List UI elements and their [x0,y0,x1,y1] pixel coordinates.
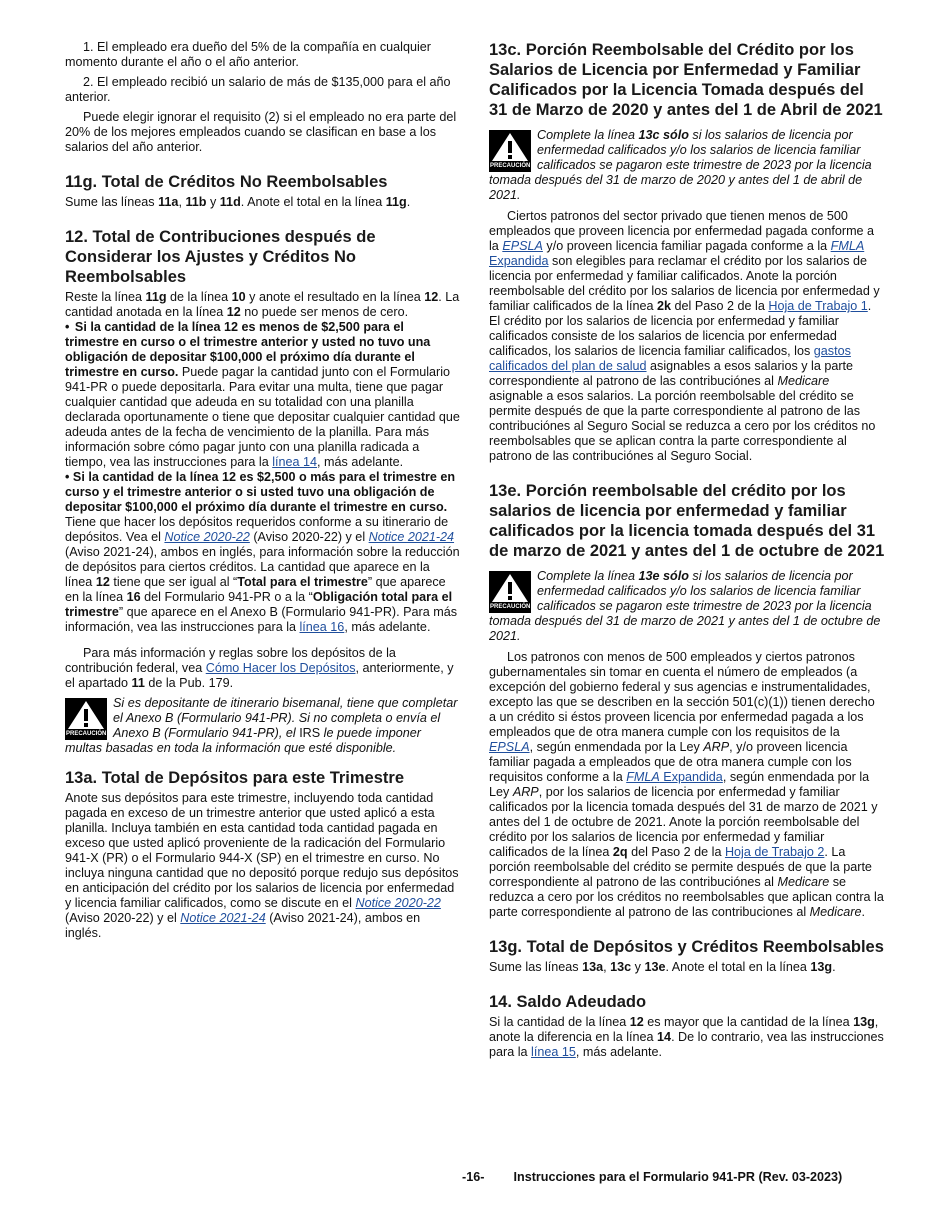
paragraph-11g: Sume las líneas 11a, 11b y 11d. Anote el total en la línea 11g. [65,195,411,209]
link-notice-2020-22-b[interactable]: Notice 2020-22 [355,896,441,910]
link-notice-2021-24[interactable]: Notice 2021-24 [368,530,455,544]
link-notice-2020-22[interactable]: Notice 2020-22 [164,530,250,544]
link-hoja-de-trabajo-2[interactable]: Hoja de Trabajo 2 [724,845,825,859]
link-fmla-expandida-b[interactable]: FMLA Expandida [626,770,723,784]
left-column [65,40,460,946]
page-footer [462,1170,887,1185]
paragraph-12: Reste la línea 11g de la línea 10 y anote el resultado en la línea 12. La cantidad anotada en la línea 12 no puede ser menos de cero. [65,290,460,319]
right-column [489,40,885,1065]
bullet-icon: • [65,470,70,484]
caution-note-13e: PRECAUCIÓN Complete la línea 13e sólo si los salarios de licencia por enfermedad calificados y/o los salarios de licencia familiar calificados se pagaron este trimestre de 2023 por la licencia tomada después del 31 de marzo de 2021 y antes del 1 de octubre de 2021. [489,569,881,643]
link-linea-16[interactable]: línea 16 [299,620,345,634]
heading-13g: 13g. Total de Depósitos y Créditos Reembolsables [489,938,884,956]
caution-note-semiweekly: PRECAUCIÓN Si es depositante de itinerario bisemanal, tiene que completar el Anexo B (Formulario 941-PR). Si no completa o envía el Anexo B (Formulario 941-PR), el IRS le puede imponer multas basadas en toda la información que esté disponible. [65,696,458,755]
heading-11g: 11g. Total de Créditos No Reembolsables [65,173,388,191]
paragraph-13g: Sume las líneas 13a, 13c y 13e. Anote el total en la línea 13g. [489,960,836,974]
link-hoja-de-trabajo-1[interactable]: Hoja de Trabajo 1 [768,299,868,313]
caution-icon: PRECAUCIÓN [65,698,107,740]
bullet-over-2500: • Si la cantidad de la línea 12 es $2,500 o más para el trimestre en curso y el trimestre anterior o si usted tuvo una obligación de depositar $100,000 el próximo día durante el trimestre en curso. Tiene que hacer los depósitos requeridos conforme a su itinerario de depósitos. Vea el Notice 2020-22 (Aviso 2020-22) y el Notice 2021-24 (Aviso 2021-24), ambos en inglés, para información sobre la reducción de depósitos para ciertos créditos. La cantidad que aparece en la línea 12 tiene que ser igual al “Total para el trimestre” que aparece en la línea 16 del Formulario 941-PR o a la “Obligación total para el trimestre” que aparece en el Anexo B (Formulario 941-PR). Para más información, vea las instrucciones para la línea 16, más adelante. [65,470,460,634]
heading-13e: 13e. Porción reembolsable del crédito por los salarios de licencia por enfermedad y familiar calificados por la licencia tomada después del 31 de marzo de 2021 y antes del 1 de octubre de 2021 [489,482,885,560]
link-linea-14[interactable]: línea 14 [272,455,318,469]
link-como-hacer-depositos[interactable]: Cómo Hacer los Depósitos [205,661,356,675]
link-epsla[interactable]: EPSLA [502,239,543,253]
bullet-icon: • [65,320,70,334]
paragraph-13e: Los patronos con menos de 500 empleados y ciertos patronos gubernamentales sin tomar en cuenta el número de empleados (a excepción del gobierno federal y sus agencias e instrumentalidades, excepto las que se describen en la sección 501(c)(1)) tienen derecho a un crédito si éstos proveen licencia por enfermedad pagada a los empleados que de otra manera cumple con los requisitos de la EPSLA, según enmendada por la Ley ARP, y/o proveen licencia familiar pagada a empleados que de otra manera cumple con los requisitos conforme a la FMLA Expandida, según enmendada por la Ley ARP, por los salarios de licencia por enfermedad y familiar calificados por la licencia tomada después del 31 de marzo de 2021 y antes del 1 de octubre de 2021. Anote la porción reembolsable del crédito por los salarios de licencia por enfermedad y familiar calificados de la línea 2q del Paso 2 de la Hoja de Trabajo 2. La porción reembolsable del crédito se permite después de que la parte correspondiente al patrono de las contribuciónes al Medicare se reduzca a cero por los créditos no reembolsables que aplican contra la parte correspondiente al patrono de las contribuciones al Medicare. [489,650,884,919]
link-gastos-plan-salud[interactable]: gastos calificados del plan de salud [489,344,851,373]
page-number: -16- [462,1170,485,1184]
caution-icon: PRECAUCIÓN [489,130,531,172]
link-fmla-expandida[interactable]: FMLA Expandida [489,239,865,268]
link-notice-2021-24-b[interactable]: Notice 2021-24 [180,911,266,925]
paragraph-deposit-info: Para más información y reglas sobre los depósitos de la contribución federal, vea Cómo Hacer los Depósitos, anteriormente, y el apartado 11 de la Pub. 179. [65,646,454,690]
link-epsla-b[interactable]: EPSLA [489,740,530,754]
paragraph-14: Si la cantidad de la línea 12 es mayor que la cantidad de la línea 13g, anote la diferencia en la línea 14. De lo contrario, vea las instrucciones para la línea 15, más adelante. [489,1015,884,1059]
requirement-1: 1. El empleado era dueño del 5% de la compañía en cualquier momento durante el año o el año anterior. [65,40,431,69]
heading-14: 14. Saldo Adeudado [489,993,647,1011]
heading-12: 12. Total de Contribuciones después de Considerar los Ajustes y Créditos No Reembolsables [65,228,376,286]
heading-13c: 13c. Porción Reembolsable del Crédito por los Salarios de Licencia por Enfermedad y Familiar Calificados por la Licencia Tomada después del 31 de Marzo de 2020 y antes del 1 de Abril de 2021 [489,41,883,119]
paragraph-13c: Ciertos patronos del sector privado que tienen menos de 500 empleados que proveen licencia por enfermedad pagada conforme a la EPSLA y/o proveen licencia familiar pagada conforme a la FMLA Expandida son elegibles para reclamar el crédito por los salarios de licencia por enfermedad y familiar calificados. Anote la porción reembolsable del crédito por los salarios de licencia por enfermedad y familiar calificados de la línea 2k del Paso 2 de la Hoja de Trabajo 1. El crédito por los salarios de licencia por enfermedad y familiar calificados consiste de los salarios de licencia por enfermedad calificados, los salarios de licencia familiar calificados, los gastos calificados del plan de salud asignables a esos salarios y la parte correspondiente al patrono de las contribuciónes al Medicare asignable a esos salarios. La porción reembolsable del crédito se permite después de que la parte correspondiente al patrono de las contribuciónes al Seguro Social se reduzca a cero por los créditos no reembolsables que se aplican contra la parte correspondiente al patrono de las contribuciónes al Seguro Social. [489,209,880,463]
caution-note-13c: PRECAUCIÓN Complete la línea 13c sólo si los salarios de licencia por enfermedad calificados y/o los salarios de licencia familiar calificados se pagaron este trimestre de 2023 por la licencia tomada después del 31 de marzo de 2020 y antes del 1 de abril de 2021. [489,128,872,202]
link-linea-15[interactable]: línea 15 [531,1045,576,1059]
requirement-2: 2. El empleado recibió un salario de más de $135,000 para el año anterior. [65,75,451,104]
caution-icon: PRECAUCIÓN [489,571,531,613]
bullet-under-2500: • Si la cantidad de la línea 12 es menos de $2,500 para el trimestre en curso o el trimestre anterior y usted no tuvo una obligación de depositar $100,000 el próximo día durante el trimestre en curso. Puede pagar la cantidad junto con el Formulario 941-PR o puede depositarla. Para evitar una multa, tiene que pagar cualquier cantidad que adeuda en su totalidad con una planilla declarada oportunamente o tiene que depositar cualquier cantidad que adeuda antes de la fecha de vencimiento de la planilla. Para más información sobre cómo pagar junto con una planilla radicada a tiempo, vea las instrucciones para la línea 14, más adelante. [65,320,460,469]
paragraph-13a: Anote sus depósitos para este trimestre, incluyendo toda cantidad pagada en exceso de un trimestre anterior que usted aplicó a esta planilla. Incluya también en esta cantidad toda cantidad pagada en exceso que usted aplicó proveniente de la radicación del Formulario 941-X (PR) o el Formulario 944-X (SP) en el trimestre en curso. No incluya ninguna cantidad que no depositó porque redujo sus depósitos en anticipación del crédito por los salarios de licencia por enfermedad y licencia familiar calificados, como se discute en el Notice 2020-22 (Aviso 2020-22) y el Notice 2021-24 (Aviso 2021-24), ambos en inglés. [65,791,459,940]
footer-title: Instrucciones para el Formulario 941-PR (Rev. 03-2023) [513,1170,843,1184]
heading-13a: 13a. Total de Depósitos para este Trimestre [65,769,404,787]
requirement-note: Puede elegir ignorar el requisito (2) si el empleado no era parte del 20% de los mejores empleados cuando se clasifican en base a los salarios del año anterior. [65,110,457,154]
